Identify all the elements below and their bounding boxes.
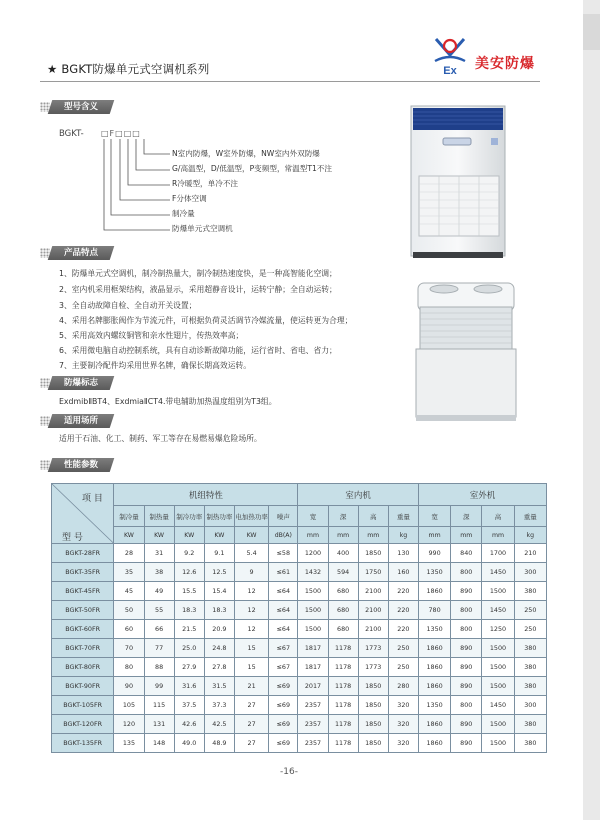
column-header: 宽 — [418, 506, 450, 527]
unit-header: mm — [298, 527, 328, 544]
indoor-unit-image — [403, 104, 513, 261]
table-cell: 15.4 — [204, 582, 234, 601]
feature-item: 3、全自动故障自检、全自动开关设置； — [59, 301, 197, 310]
table-cell: 31 — [144, 544, 174, 563]
table-cell: 15.5 — [174, 582, 204, 601]
section-model-meaning — [40, 100, 412, 114]
legend-item: 制冷量 — [172, 209, 195, 218]
table-cell: 1860 — [418, 582, 450, 601]
table-cell: 131 — [144, 715, 174, 734]
table-cell: 21.5 — [174, 620, 204, 639]
table-cell: 60 — [114, 620, 144, 639]
table-cell: 35 — [114, 563, 144, 582]
table-cell: 115 — [144, 696, 174, 715]
table-cell: 1860 — [418, 658, 450, 677]
table-cell: 2357 — [298, 715, 328, 734]
table-cell: 1450 — [482, 563, 514, 582]
section-label: 产品特点 — [63, 248, 98, 258]
table-cell: 28 — [114, 544, 144, 563]
feature-item: 6、采用微电脑自动控制系统，具有自动诊断故障功能，运行省时、省电、省力； — [59, 346, 337, 355]
table-cell: 594 — [328, 563, 358, 582]
table-cell: 1178 — [328, 677, 358, 696]
table-cell: 12.6 — [174, 563, 204, 582]
table-cell: ≤67 — [269, 658, 298, 677]
table-cell: 1850 — [358, 696, 388, 715]
table-row — [52, 677, 547, 696]
table-cell: 80 — [114, 658, 144, 677]
section-applications — [40, 414, 412, 428]
table-cell: 380 — [514, 658, 546, 677]
table-row — [52, 696, 547, 715]
model-cell: BGKT-105FR — [52, 696, 114, 715]
table-cell: 1350 — [418, 696, 450, 715]
table-cell: 1178 — [328, 715, 358, 734]
table-stub-cell — [52, 484, 114, 544]
ex-mark-text: ExdmibⅡBT4、ExdmiaⅡCT4.带电辅助加热温度组别为T3组。 — [59, 397, 277, 406]
table-cell: 66 — [144, 620, 174, 639]
column-header: 制冷量 — [114, 506, 144, 527]
unit-header: KW — [174, 527, 204, 544]
unit-header: KW — [234, 527, 268, 544]
column-header: 电加热功率 — [234, 506, 268, 527]
unit-header: mm — [358, 527, 388, 544]
table-cell: 1500 — [298, 582, 328, 601]
page-title: ★ BGKT防爆单元式空调机系列 — [47, 62, 210, 76]
table-cell: 890 — [451, 658, 482, 677]
column-header: 重量 — [388, 506, 418, 527]
table-cell: 890 — [451, 639, 482, 658]
table-cell: 1178 — [328, 696, 358, 715]
table-cell: 800 — [451, 563, 482, 582]
table-cell: 300 — [514, 563, 546, 582]
table-cell: 48.9 — [204, 734, 234, 753]
table-cell: 380 — [514, 639, 546, 658]
column-header: 制热量 — [144, 506, 174, 527]
table-cell: 49.0 — [174, 734, 204, 753]
model-cell: BGKT-90FR — [52, 677, 114, 696]
table-cell: 680 — [328, 582, 358, 601]
table-cell: 1178 — [328, 734, 358, 753]
table-cell: 2100 — [358, 620, 388, 639]
table-cell: 380 — [514, 677, 546, 696]
model-cell: BGKT-80FR — [52, 658, 114, 677]
table-cell: 55 — [144, 601, 174, 620]
table-cell: 1178 — [328, 658, 358, 677]
table-cell: ≤67 — [269, 639, 298, 658]
feature-item: 5、采用高效内螺纹铜管和亲水性翅片，传热效率高； — [59, 331, 244, 340]
table-cell: 18.3 — [174, 601, 204, 620]
table-cell: 99 — [144, 677, 174, 696]
table-cell: 27.9 — [174, 658, 204, 677]
table-cell: 400 — [328, 544, 358, 563]
table-cell: 1500 — [482, 582, 514, 601]
table-cell: 105 — [114, 696, 144, 715]
model-cell: BGKT-50FR — [52, 601, 114, 620]
unit-header: KW — [114, 527, 144, 544]
table-cell: 160 — [388, 563, 418, 582]
unit-header: mm — [451, 527, 482, 544]
table-cell: 148 — [144, 734, 174, 753]
table-cell: 77 — [144, 639, 174, 658]
table-cell: 1500 — [482, 734, 514, 753]
table-cell: 12.5 — [204, 563, 234, 582]
table-cell: ≤58 — [269, 544, 298, 563]
table-cell: 1500 — [298, 601, 328, 620]
table-cell: 49 — [144, 582, 174, 601]
page-edge-tab — [583, 0, 600, 820]
table-cell: 37.3 — [204, 696, 234, 715]
table-cell: 1500 — [298, 620, 328, 639]
page-edge-tab-marker — [583, 14, 600, 50]
table-cell: 320 — [388, 734, 418, 753]
legend-item: 防爆单元式空调机 — [172, 224, 233, 233]
brand-name: 美安防爆 — [475, 56, 535, 72]
table-cell: 890 — [451, 715, 482, 734]
table-cell: ≤69 — [269, 734, 298, 753]
table-cell: 20.9 — [204, 620, 234, 639]
table-cell: 250 — [514, 620, 546, 639]
column-header: 深 — [451, 506, 482, 527]
table-cell: 1178 — [328, 639, 358, 658]
legend-item: G/高温型，D/低温型，P变频型，常温型T1不注 — [172, 164, 332, 173]
table-cell: 2017 — [298, 677, 328, 696]
table-cell: 9 — [234, 563, 268, 582]
table-row — [52, 620, 547, 639]
unit-header: kg — [388, 527, 418, 544]
table-cell: 300 — [514, 696, 546, 715]
unit-header: KW — [204, 527, 234, 544]
table-cell: 1500 — [482, 639, 514, 658]
table-cell: 9.1 — [204, 544, 234, 563]
model-cell: BGKT-120FR — [52, 715, 114, 734]
table-row — [52, 582, 547, 601]
column-header: 宽 — [298, 506, 328, 527]
table-cell: 380 — [514, 734, 546, 753]
table-cell: 12 — [234, 582, 268, 601]
brand-logo-icon — [432, 33, 468, 77]
table-cell: 2100 — [358, 582, 388, 601]
table-cell: 380 — [514, 582, 546, 601]
table-cell: ≤69 — [269, 715, 298, 734]
legend-item: R冷暖型，单冷不注 — [172, 179, 239, 188]
table-cell: 45 — [114, 582, 144, 601]
column-header: 高 — [358, 506, 388, 527]
table-cell: 1700 — [482, 544, 514, 563]
table-cell: 890 — [451, 582, 482, 601]
table-cell: 1773 — [358, 639, 388, 658]
group-header: 机组特性 — [114, 484, 298, 506]
table-row — [52, 601, 547, 620]
table-cell: 1850 — [358, 734, 388, 753]
table-cell: 210 — [514, 544, 546, 563]
table-cell: 1350 — [418, 563, 450, 582]
table-cell: ≤61 — [269, 563, 298, 582]
table-cell: 780 — [418, 601, 450, 620]
table-row — [52, 544, 547, 563]
table-cell: 280 — [388, 677, 418, 696]
table-cell: 2357 — [298, 734, 328, 753]
model-cell: BGKT-28FR — [52, 544, 114, 563]
column-header: 噪声 — [269, 506, 298, 527]
table-cell: 1817 — [298, 639, 328, 658]
table-cell: 1860 — [418, 715, 450, 734]
table-cell: 1750 — [358, 563, 388, 582]
model-code-boxes: □F□□□ — [101, 129, 141, 138]
column-header: 制冷功率 — [174, 506, 204, 527]
unit-header: dB(A) — [269, 527, 298, 544]
section-ex-mark — [40, 376, 412, 390]
table-cell: 27.8 — [204, 658, 234, 677]
table-cell: 24.8 — [204, 639, 234, 658]
table-cell: 220 — [388, 601, 418, 620]
table-cell: 1250 — [482, 620, 514, 639]
table-row — [52, 563, 547, 582]
table-cell: 38 — [144, 563, 174, 582]
table-cell: 680 — [328, 601, 358, 620]
model-cell: BGKT-70FR — [52, 639, 114, 658]
table-cell: 31.6 — [174, 677, 204, 696]
table-cell: 1500 — [482, 677, 514, 696]
page-number: -16- — [280, 767, 298, 777]
table-cell: 800 — [451, 601, 482, 620]
model-cell: BGKT-45FR — [52, 582, 114, 601]
section-label: 型号含义 — [63, 102, 98, 112]
table-cell: 800 — [451, 620, 482, 639]
column-header: 重量 — [514, 506, 546, 527]
spec-table — [51, 483, 547, 753]
table-cell: 130 — [388, 544, 418, 563]
table-cell: 800 — [451, 696, 482, 715]
unit-header: mm — [418, 527, 450, 544]
table-cell: 220 — [388, 620, 418, 639]
table-cell: 15 — [234, 639, 268, 658]
table-cell: 88 — [144, 658, 174, 677]
column-header: 深 — [328, 506, 358, 527]
table-row — [52, 639, 547, 658]
table-cell: 1200 — [298, 544, 328, 563]
table-cell: 1817 — [298, 658, 328, 677]
unit-header: KW — [144, 527, 174, 544]
table-cell: 890 — [451, 677, 482, 696]
table-cell: ≤64 — [269, 582, 298, 601]
table-cell: 320 — [388, 715, 418, 734]
table-cell: 250 — [514, 601, 546, 620]
table-cell: 1432 — [298, 563, 328, 582]
applications-text: 适用于石油、化工、制药、军工等存在易燃易爆危险场所。 — [59, 434, 262, 443]
table-cell: 1450 — [482, 601, 514, 620]
table-cell: 12 — [234, 601, 268, 620]
table-cell: 42.5 — [204, 715, 234, 734]
table-cell: 1850 — [358, 544, 388, 563]
table-cell: 840 — [451, 544, 482, 563]
group-header: 室外机 — [418, 484, 546, 506]
section-label: 适用场所 — [63, 416, 98, 426]
table-cell: 250 — [388, 639, 418, 658]
table-cell: 2100 — [358, 601, 388, 620]
table-cell: 2357 — [298, 696, 328, 715]
stub-item-label: 项 目 — [82, 494, 103, 504]
section-features — [40, 246, 412, 260]
table-cell: 890 — [451, 734, 482, 753]
feature-item: 1、防爆单元式空调机，制冷制热量大，制冷制热速度快，是一种高智能化空调； — [59, 269, 337, 278]
table-cell: 1860 — [418, 639, 450, 658]
table-cell: 250 — [388, 658, 418, 677]
table-cell: 27 — [234, 696, 268, 715]
legend-item: F分体空调 — [172, 194, 207, 203]
table-row — [52, 715, 547, 734]
table-cell: 1450 — [482, 696, 514, 715]
stub-model-label: 型 号 — [62, 533, 83, 543]
table-cell: 1860 — [418, 734, 450, 753]
table-cell: 320 — [388, 696, 418, 715]
table-cell: 9.2 — [174, 544, 204, 563]
table-cell: 135 — [114, 734, 144, 753]
table-cell: 37.5 — [174, 696, 204, 715]
table-row — [52, 734, 547, 753]
table-cell: ≤64 — [269, 601, 298, 620]
feature-item: 7、主要制冷配件均采用世界名牌，确保长期高效运转。 — [59, 361, 252, 370]
table-cell: 12 — [234, 620, 268, 639]
group-header: 室内机 — [298, 484, 419, 506]
section-performance — [40, 458, 412, 472]
table-cell: 25.0 — [174, 639, 204, 658]
table-cell: 1850 — [358, 677, 388, 696]
table-cell: 380 — [514, 715, 546, 734]
model-cell: BGKT-35FR — [52, 563, 114, 582]
table-cell: 70 — [114, 639, 144, 658]
unit-header: kg — [514, 527, 546, 544]
table-cell: 1773 — [358, 658, 388, 677]
table-cell: 1850 — [358, 715, 388, 734]
table-cell: 5.4 — [234, 544, 268, 563]
column-header: 制热功率 — [204, 506, 234, 527]
table-cell: 120 — [114, 715, 144, 734]
table-cell: 220 — [388, 582, 418, 601]
table-cell: 680 — [328, 620, 358, 639]
table-cell: 1500 — [482, 715, 514, 734]
model-cell: BGKT-60FR — [52, 620, 114, 639]
unit-header: mm — [328, 527, 358, 544]
section-label: 防爆标志 — [63, 378, 98, 388]
header-divider — [40, 81, 540, 82]
table-cell: 990 — [418, 544, 450, 563]
table-cell: 15 — [234, 658, 268, 677]
logo-ex-text: Ex — [443, 65, 457, 77]
column-header: 高 — [482, 506, 514, 527]
table-cell: ≤64 — [269, 620, 298, 639]
outdoor-unit-image — [406, 277, 526, 425]
unit-header: mm — [482, 527, 514, 544]
table-cell: 27 — [234, 715, 268, 734]
table-cell: 27 — [234, 734, 268, 753]
feature-item: 2、室内机采用框架结构，液晶显示，采用超静音设计，运转宁静；全自动运转； — [59, 285, 337, 294]
model-cell: BGKT-135FR — [52, 734, 114, 753]
table-cell: ≤69 — [269, 696, 298, 715]
table-cell: 42.6 — [174, 715, 204, 734]
table-cell: 90 — [114, 677, 144, 696]
table-cell: 50 — [114, 601, 144, 620]
section-label: 性能参数 — [63, 460, 98, 470]
table-cell: 1860 — [418, 677, 450, 696]
table-cell: 31.5 — [204, 677, 234, 696]
legend-item: N室内防爆，W室外防爆，NW室内外双防爆 — [172, 149, 320, 158]
table-cell: 1500 — [482, 658, 514, 677]
model-code-prefix: BGKT- — [59, 129, 84, 139]
table-cell: 18.3 — [204, 601, 234, 620]
table-cell: 21 — [234, 677, 268, 696]
table-row — [52, 658, 547, 677]
table-cell: 1350 — [418, 620, 450, 639]
feature-item: 4、采用名牌膨胀阀作为节流元件，可根据负荷灵活调节冷媒流量，使运转更为合理； — [59, 316, 353, 325]
model-code-diagram — [60, 135, 180, 235]
table-cell: ≤69 — [269, 677, 298, 696]
